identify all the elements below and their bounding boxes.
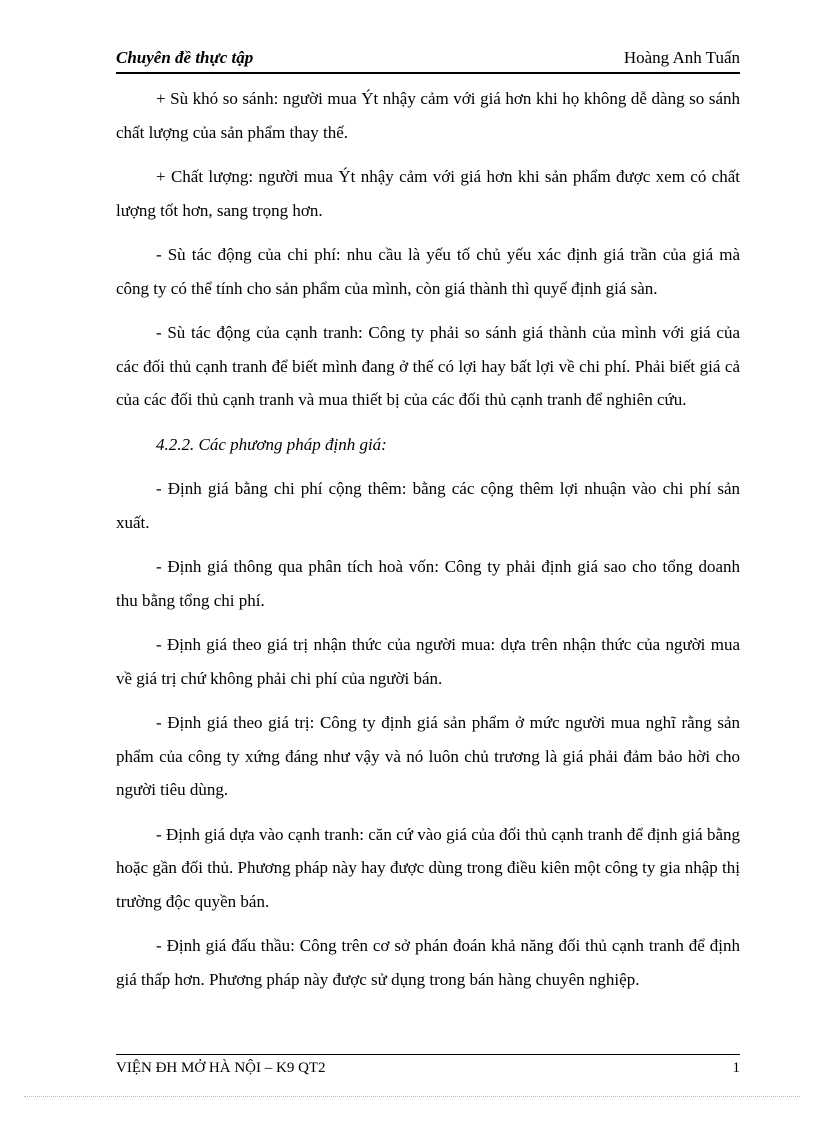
author-name: Hoàng Anh Tuấn: [623, 48, 740, 67]
paragraph: - Định giá theo giá trị nhận thức của người mua: dựa trên nhận thức của người mua về giá trị chứ không phải chi phí của người bán.: [116, 635, 740, 688]
section-heading: 4.2.2. Các phương pháp định giá:: [156, 434, 387, 454]
paragraph: - Định giá dựa vào cạnh tranh: căn cứ vào giá của đối thủ cạnh tranh để định giá bằng hoặc gần đối thủ. Phương pháp này hay được dùng trong điều kiên một công ty gia nhập thị trường độc quyền bán.: [116, 824, 740, 911]
institution-label: VIỆN ĐH MỞ HÀ NỘI – K9 QT2: [116, 1060, 326, 1076]
paragraph: - Sù tác động của chi phí: nhu cầu là yếu tố chủ yếu xác định giá trần của giá mà công ty có thể tính cho sản phẩm của mình, còn giá thành thì quyế định giá sàn.: [116, 245, 740, 298]
paragraph: - Định giá đấu thầu: Công trên cơ sở phán đoán khả năng đối thủ cạnh tranh để định giá thấp hơn. Phương pháp này được sử dụng trong bán hàng chuyên nghiệp.: [116, 936, 740, 989]
paragraph: - Định giá theo giá trị: Công ty định giá sản phẩm ở mức người mua nghĩ rằng sản phẩm của công ty xứng đáng như vậy và nó luôn chủ trương là giá phải đảm bảo hời cho người tiêu dùng.: [116, 713, 740, 799]
paragraph: - Định giá thông qua phân tích hoà vốn: Công ty phải định giá sao cho tổng doanh thu bằng tổng chi phí.: [116, 557, 740, 610]
paragraph: - Định giá bằng chi phí cộng thêm: bằng các cộng thêm lợi nhuận vào chi phí sản xuất.: [116, 479, 740, 532]
page-content: [116, 82, 740, 1007]
paragraph: + Sù khó so sánh: người mua Ýt nhậy cảm với giá hơn khi họ không dễ dàng so sánh chất lượng của sản phẩm thay thế.: [116, 89, 740, 142]
page-header: [116, 48, 740, 74]
paragraph: - Sù tác động của cạnh tranh: Công ty phải so sánh giá thành của mình với giá của các đối thủ cạnh tranh để biết mình đang ở thế có lợi hay bất lợi về chi phí. Phải biết giá cả của các đối thủ cạnh tranh và mua thiết bị của các đối thủ cạnh tranh để nghiên cứu.: [116, 323, 740, 409]
page-footer: [116, 1054, 740, 1076]
paragraph: + Chất lượng: người mua Ýt nhậy cảm với giá hơn khi sản phẩm được xem có chất lượng tốt hơn, sang trọng hơn.: [116, 167, 740, 220]
page-number: 1: [732, 1060, 740, 1076]
document-title: Chuyên đề thực tập: [116, 48, 254, 67]
page-edge-divider: [24, 1096, 800, 1097]
